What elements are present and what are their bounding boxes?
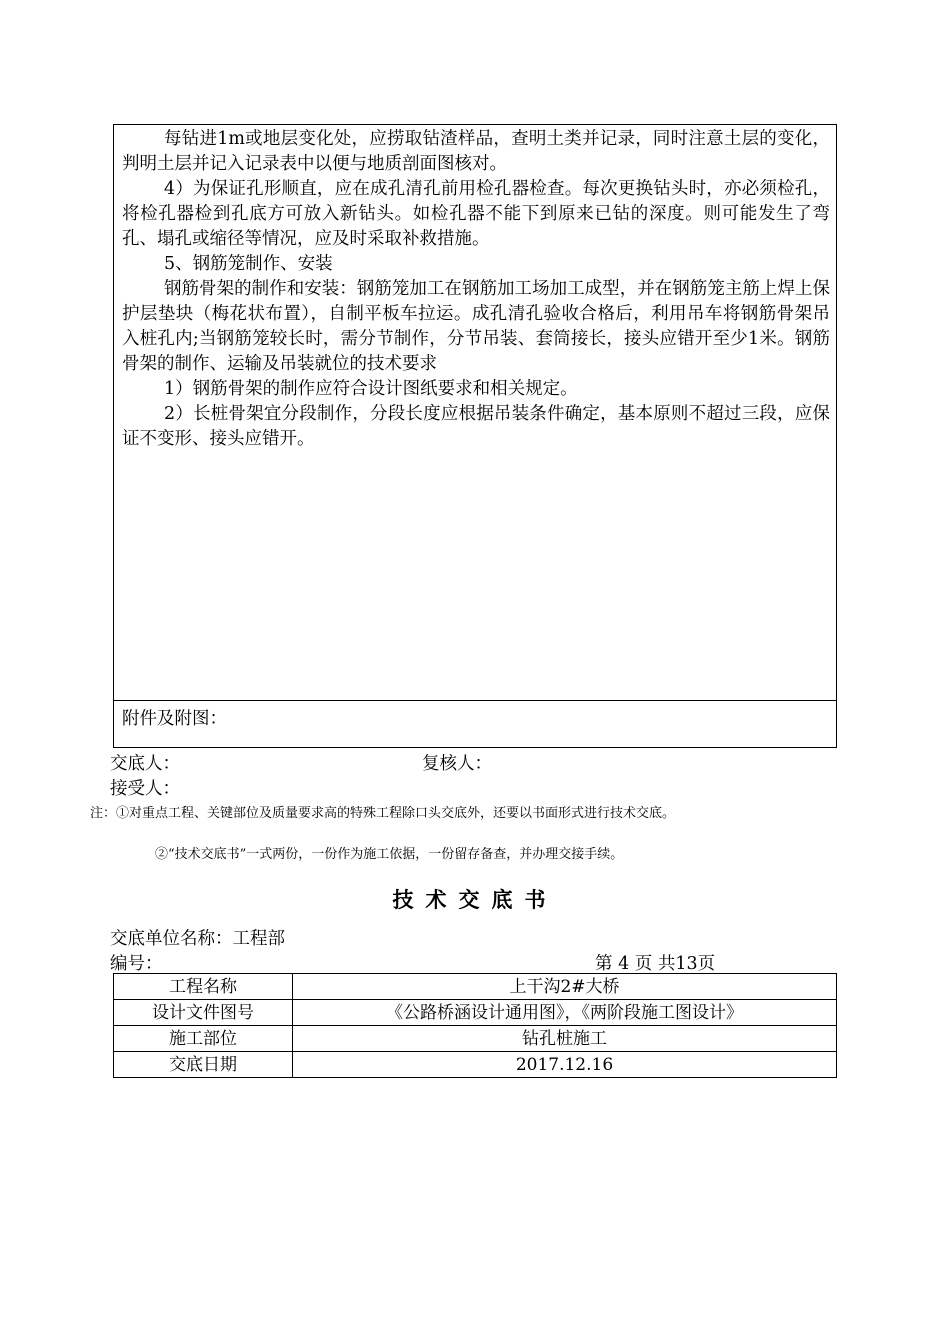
content-text: [122, 127, 830, 452]
content-box: [113, 124, 837, 748]
receiver-label: 接受人：: [110, 779, 180, 799]
serial-label: 编号：: [110, 954, 163, 974]
table-row: [114, 1000, 837, 1026]
note-2: ②“技术交底书”一式两份，一份作为施工依据，一份留存备查，并办理交接手续。: [155, 847, 624, 862]
table-row: [114, 1026, 837, 1052]
table-value: 钻孔桩施工: [293, 1026, 837, 1052]
paragraph: 钢筋骨架的制作和安装：钢筋笼加工在钢筋加工场加工成型，并在钢筋笼主筋上焊上保护层垫块（梅花状布置），自制平板车拉运。成孔清孔验收合格后，利用吊车将钢筋骨架吊入桩孔内;当钢筋笼较长时，需分节制作，分节吊装、套筒接长，接头应错开至少1米。钢筋骨架的制作、运输及吊装就位的技术要求: [122, 279, 830, 374]
reviewer-label: 复核人：: [422, 754, 492, 774]
table-row: [114, 1052, 837, 1078]
unit-name: 交底单位名称：工程部: [110, 929, 285, 949]
section-heading: 5、钢筋笼制作、安装: [164, 254, 333, 274]
table-key: 设计文件图号: [114, 1000, 293, 1026]
paragraph: 每钻进1m或地层变化处，应捞取钻渣样品，查明土类并记录，同时注意土层的变化，判明土层并记入记录表中以便与地质剖面图核对。: [122, 129, 830, 174]
paragraph: 4）为保证孔形顺直，应在成孔清孔前用检孔器检查。每次更换钻头时，亦必须检孔，将检孔器检到孔底方可放入新钻头。如检孔器不能下到原来已钻的深度。则可能发生了弯孔、塌孔或缩径等情况，应及时采取补救措施。: [122, 179, 830, 249]
note-1: 注：①对重点工程、关键部位及质量要求高的特殊工程除口头交底外，还要以书面形式进行技术交底。: [90, 806, 676, 821]
document-title: 技术交底书: [392, 887, 558, 912]
divider: [114, 700, 836, 701]
discloser-label: 交底人：: [110, 754, 180, 774]
table-row: [114, 974, 837, 1000]
table-value: 《公路桥涵设计通用图》，《两阶段施工图设计》: [293, 1000, 837, 1026]
info-table: [113, 973, 837, 1078]
attachment-label: 附件及附图：: [122, 709, 227, 729]
table-value: 上干沟2#大桥: [293, 974, 837, 1000]
table-key: 工程名称: [114, 974, 293, 1000]
table-key: 交底日期: [114, 1052, 293, 1078]
page-info: 第 4 页 共13页: [595, 954, 716, 974]
paragraph: 1）钢筋骨架的制作应符合设计图纸要求和相关规定。: [164, 379, 578, 399]
table-value: 2017.12.16: [293, 1052, 837, 1078]
paragraph: 2）长桩骨架宜分段制作，分段长度应根据吊装条件确定，基本原则不超过三段，应保证不变形、接头应错开。: [122, 404, 830, 449]
table-key: 施工部位: [114, 1026, 293, 1052]
